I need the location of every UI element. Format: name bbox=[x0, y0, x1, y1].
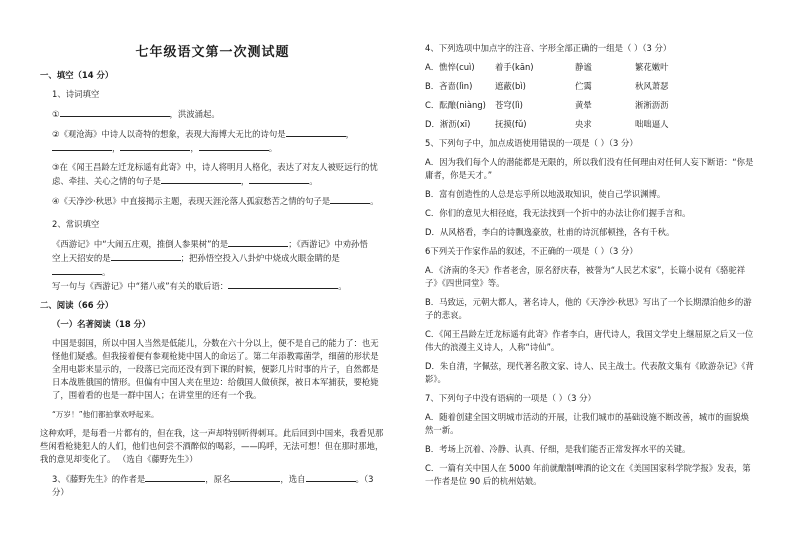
question-5-option-c: C．你们的意见大相径庭，我无法找到一个折中的办法让你们握手言和。 bbox=[425, 208, 691, 218]
right-column bbox=[425, 0, 755, 494]
question-3: 3、《藤野先生》的作者是 ，原名 ，选自 。（3分） bbox=[52, 474, 374, 497]
reading-paragraph-1: 中国是弱国，所以中国人当然是低能儿，分数在六十分以上，便不是自己的能力了：也无怪他们疑惑。但我接着便有参观枪毙中国人的命运了。第二年添教霉菌学，细菌的形状是全用电影来显示的，一段落已完而还没有到下课的时候，便影几片时事的片子，自然都是日本战胜俄国的情形。但偏有中国人夹在里边：给俄国人做侦探，被日本军捕获，要枪毙了，围着看的也是一群中国人；在讲堂里的还有一个我。 bbox=[52, 338, 379, 400]
reading-paragraph-2: 这种欢呼，是每看一片都有的，但在我，这一声却特别听得刺耳。此后回到中国来，我看见那些闲看枪毙犯人的人们，他们也何尝不酒醉似的喝彩，——呜呼，无法可想！但在那时那地，我的意见却变化了。 （选自《藤野先生》） bbox=[40, 428, 384, 464]
question-5-option-a: A．因为我们每个人的潜能都是无限的，所以我们没有任何理由对任何人妄下断语：“你是庸者，你是天才。” bbox=[425, 157, 754, 180]
question-7: 7、下列句子中没有语病的一项是（ ）（3 分） bbox=[425, 393, 596, 403]
question-6: 6下列关于作家作品的叙述，不正确的一项是（ ）（3 分） bbox=[425, 246, 638, 256]
answer-blank[interactable] bbox=[230, 472, 280, 482]
answer-blank[interactable] bbox=[60, 107, 170, 117]
question-1: 1、诗词填空 bbox=[52, 89, 100, 99]
answer-blank[interactable] bbox=[120, 141, 190, 151]
question-1-1: ① ，洪波涌起。 bbox=[52, 109, 220, 119]
page-title: 七年级语文第一次测试题 bbox=[135, 45, 290, 60]
question-1-2: ②《观沧海》中诗人以奇特的想象，表现大海博大无比的诗句是 ， ， ， 。 bbox=[52, 129, 355, 153]
question-5-option-d: D．从风格看，李白的诗飘逸豪放，杜甫的诗沉郁顿挫，各有千秋。 bbox=[425, 227, 675, 237]
answer-blank[interactable] bbox=[286, 127, 346, 137]
answer-blank[interactable] bbox=[199, 141, 269, 151]
subsection-classic-reading: （一）名著阅读（18 分） bbox=[52, 319, 151, 329]
answer-blank[interactable] bbox=[330, 194, 370, 204]
question-4-option-a: A．憔悴(cuì) 着手(kān) 静谧 繁花嫩叶 bbox=[425, 62, 669, 72]
reading-quote: “万岁！”他们都拍掌欢呼起来。 bbox=[52, 410, 159, 419]
answer-blank[interactable] bbox=[249, 174, 309, 184]
answer-blank[interactable] bbox=[145, 472, 205, 482]
question-4-option-c: C．酝酿(niàng) 苍穹(lì) 黄晕 淅淅沥沥 bbox=[425, 100, 669, 110]
question-7-option-b: B．考场上沉着、冷静、认真、仔细，是我们能否正常发挥水平的关键。 bbox=[425, 444, 691, 454]
answer-blank[interactable] bbox=[228, 237, 288, 247]
question-1-4: ④《天净沙·秋思》中直接揭示主题，表现天涯沦落人孤寂愁苦之情的句子是 。 bbox=[52, 196, 379, 206]
answer-blank[interactable] bbox=[52, 141, 112, 151]
answer-blank[interactable] bbox=[52, 265, 102, 275]
question-6-option-a: A．《济南的冬天》作者老舍，原名舒庆春，被誉为“人民艺术家”，长篇小说有《骆驼祥子》《四世同堂》等。 bbox=[425, 265, 746, 288]
question-4: 4、下列选项中加点字的注音、字形全部正确的一组是（ ）（3 分） bbox=[425, 43, 672, 53]
question-5-option-b: B．富有创造性的人总是忘乎所以地汲取知识，使自己学识渊博。 bbox=[425, 189, 666, 199]
answer-blank[interactable] bbox=[228, 279, 338, 289]
question-6-option-c: C．《闻王昌龄左迁龙标遥有此寄》作者李白，唐代诗人，我国文学史上继屈原之后又一位伟大的浪漫主义诗人，人称“诗仙”。 bbox=[425, 329, 754, 352]
question-5: 5、下列句子中，加点成语使用错误的一项是（ ）（3 分） bbox=[425, 138, 638, 148]
answer-blank[interactable] bbox=[111, 251, 181, 261]
question-6-option-d: D．朱自清，字佩弦，现代著名散文家、诗人、民主战士。代表散文集有《欧游杂记》《背影》。 bbox=[425, 361, 754, 384]
question-7-option-a: A．随着创建全国文明城市活动的开展，让我们城市的基础设施不断改善，城市的面貌焕然一新。 bbox=[425, 412, 749, 435]
question-4-option-b: B．吝啬(lìn) 遮蔽(bì) 伫霭 秋风萧瑟 bbox=[425, 81, 669, 91]
question-7-option-c: C．一篇有关中国人在 5000 年前就酿制啤酒的论文在《美国国家科学院学报》发表，第一作者是位 90 后的杭州姑娘。 bbox=[425, 463, 751, 486]
section-fill-heading: 一、填空（14 分） bbox=[40, 70, 114, 80]
question-2-1: 《西游记》中“大闹五庄观，推倒人参果树”的是 ；《西游记》中劝孙悟 空上天招安的是 ；把孙悟空投入八卦炉中烧成火眼金睛的是。 写一句与《西游记》中“猪八戒”有关的歇后语： 。 bbox=[52, 239, 368, 291]
answer-blank[interactable] bbox=[161, 174, 241, 184]
question-6-option-b: B．马致远，元朝大都人，著名诗人，他的《天净沙·秋思》写出了一个长期漂泊他乡的游子的悲哀。 bbox=[425, 297, 752, 320]
section-reading-heading: 二、阅读（66 分） bbox=[40, 300, 114, 310]
question-2: 2、常识填空 bbox=[52, 219, 100, 229]
answer-blank[interactable] bbox=[306, 472, 356, 482]
question-4-option-d: D．淅沥(xī) 抚摸(fǔ) 央求 咄咄逼人 bbox=[425, 119, 669, 129]
question-1-3: ③在《闻王昌龄左迁龙标遥有此寄》中，诗人将明月人格化，表达了对友人被贬远行的忧 虑、牵挂、关心之情的句子是 ， 。 bbox=[52, 162, 378, 186]
left-column bbox=[40, 0, 385, 505]
